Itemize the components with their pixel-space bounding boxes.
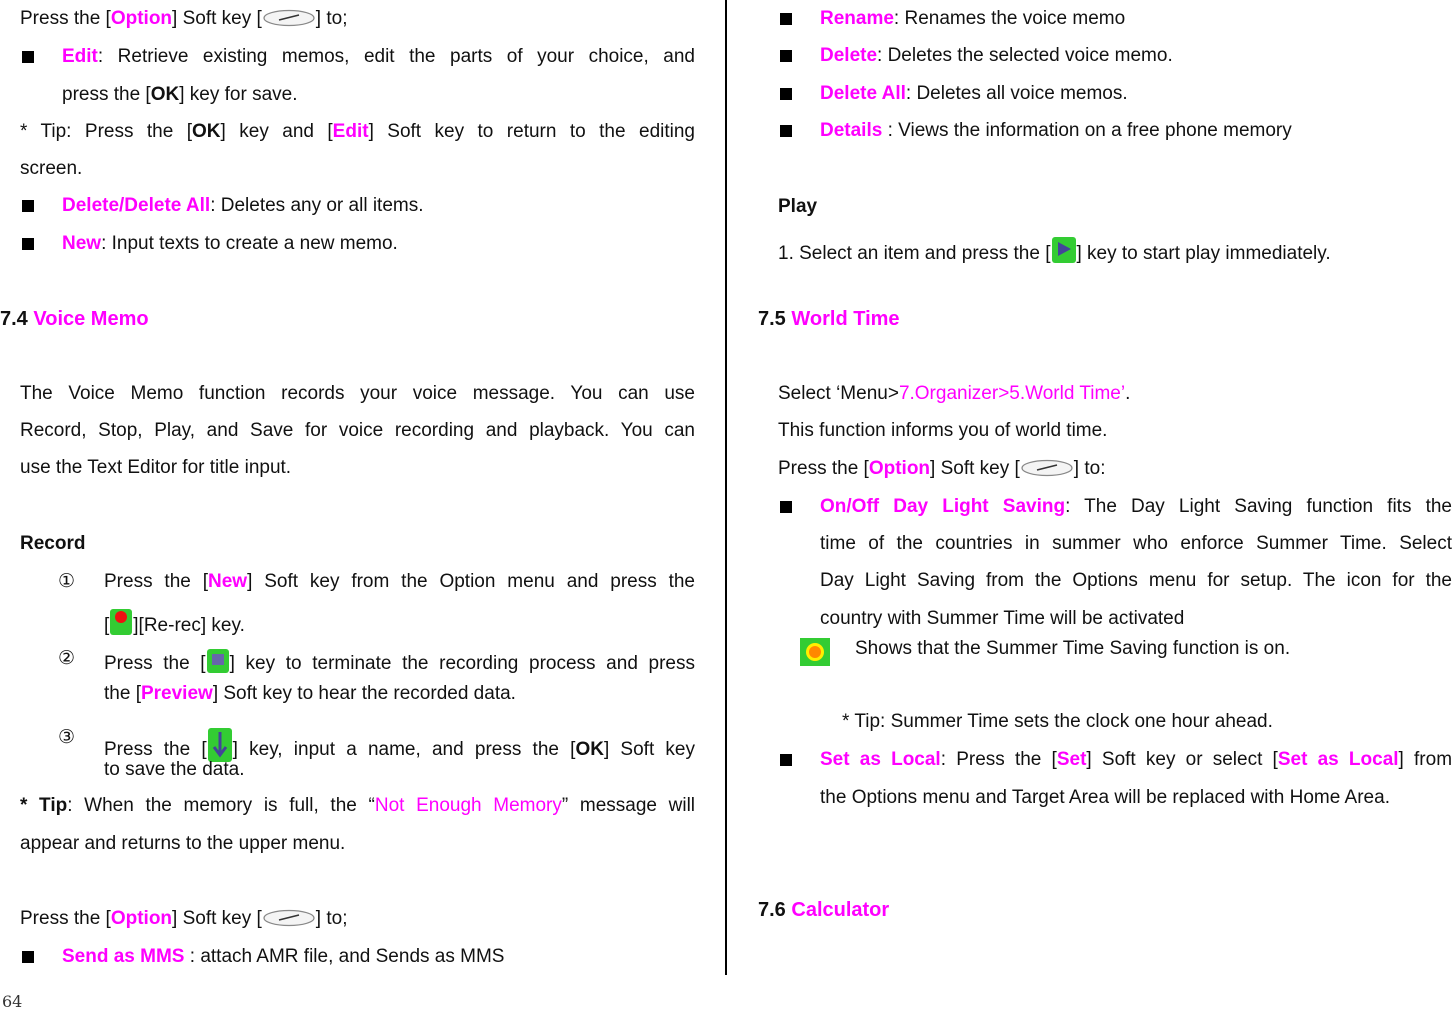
record-heading: Record (20, 533, 86, 554)
page-number: 64 (2, 992, 23, 1011)
bullet (780, 501, 792, 513)
select-menu-path: Select ‘Menu>7.Organizer>5.World Time’. (778, 383, 1131, 404)
bullet (780, 13, 792, 25)
bullet (22, 238, 34, 250)
section-heading-calculator: 7.6 Calculator (758, 899, 890, 921)
bullet (780, 125, 792, 137)
step-number: ② (58, 648, 76, 669)
intro-line-3: use the Text Editor for title input. (20, 457, 292, 478)
play-heading: Play (778, 196, 818, 217)
delete-all-item: Delete All: Deletes all voice memos. (820, 83, 1128, 104)
intro-line-2: Record, Stop, Play, and Save for voice recording and playback. You can (20, 420, 695, 441)
set-as-local-item: Set as Local: Press the [Set] Soft key or select [Set as Local] from (820, 749, 1452, 770)
record-icon (109, 608, 133, 636)
option-line: Press the [Option] Soft key [ ] to: (778, 458, 1106, 479)
option-line-2: Press the [Option] Soft key [ ] to; (20, 908, 348, 929)
bullet (780, 754, 792, 766)
sun-icon (800, 638, 830, 666)
rename-item: Rename: Renames the voice memo (820, 8, 1126, 29)
bullet (780, 50, 792, 62)
stop-icon (206, 648, 230, 674)
tip-summer-time: * Tip: Summer Time sets the clock one hour ahead. (842, 711, 1273, 732)
section-heading-world-time: 7.5 World Time (758, 308, 900, 330)
edit-item-line2: press the [OK] key for save. (62, 84, 298, 105)
intro-line-1: The Voice Memo function records your voice message. You can use (20, 383, 695, 404)
option-soft-key-icon (1020, 459, 1074, 477)
bullet (22, 951, 34, 963)
day-light-saving-line2: time of the countries in summer who enforce Summer Time. Select (820, 533, 1452, 554)
step-3: Press the [ ] key, input a name, and press the [OK] Soft key (104, 727, 695, 763)
delete-item: Delete/Delete All: Deletes any or all items. (62, 195, 424, 216)
step-3-line2: to save the data. (104, 759, 245, 780)
send-mms-item: Send as MMS : attach AMR file, and Sends as MMS (62, 946, 505, 967)
bullet (22, 51, 34, 63)
details-item: Details : Views the information on a free phone memory (820, 120, 1292, 141)
step-1-line2: [ ][Re-rec] key. (104, 608, 245, 637)
day-light-saving-item: On/Off Day Light Saving: The Day Light Saving function fits the (820, 496, 1452, 517)
day-light-saving-line4: country with Summer Time will be activated (820, 608, 1185, 629)
day-light-saving-line3: Day Light Saving from the Options menu for setup. The icon for the (820, 570, 1452, 591)
new-item: New: Input texts to create a new memo. (62, 233, 398, 254)
column-divider (725, 0, 727, 975)
summer-time-icon-desc: Shows that the Summer Time Saving function is on. (855, 638, 1291, 659)
step-number: ① (58, 571, 76, 592)
informs-line: This function informs you of world time. (778, 420, 1108, 441)
section-heading-voice-memo: 7.4 Voice Memo (0, 308, 149, 330)
tip-editing: * Tip: Press the [OK] key and [Edit] Soft key to return to the editing (20, 121, 695, 142)
option-soft-key-icon (262, 9, 316, 27)
tip-memory-full: * Tip: When the memory is full, the “Not Enough Memory” message will (20, 795, 696, 816)
option-soft-key-icon (262, 909, 316, 927)
step-number: ③ (58, 727, 76, 748)
edit-item: Edit: Retrieve existing memos, edit the parts of your choice, and (62, 46, 695, 67)
step-2: Press the [ ] key to terminate the recording process and press (104, 648, 695, 675)
option-line-1: Press the [Option] Soft key [ ] to; (20, 8, 348, 29)
delete-item: Delete: Deletes the selected voice memo. (820, 45, 1173, 66)
tip-memory-full-line2: appear and returns to the upper menu. (20, 833, 346, 854)
bullet (22, 200, 34, 212)
play-step-1: 1. Select an item and press the [ ] key to start play immediately. (778, 236, 1331, 265)
play-icon (1051, 236, 1077, 264)
bullet (780, 88, 792, 100)
step-1: Press the [New] Soft key from the Option menu and press the (104, 571, 695, 592)
step-2-line2: the [Preview] Soft key to hear the recorded data. (104, 683, 516, 704)
down-arrow-icon (207, 727, 233, 763)
tip-editing-line2: screen. (20, 158, 83, 179)
set-as-local-line2: the Options menu and Target Area will be replaced with Home Area. (820, 787, 1390, 808)
